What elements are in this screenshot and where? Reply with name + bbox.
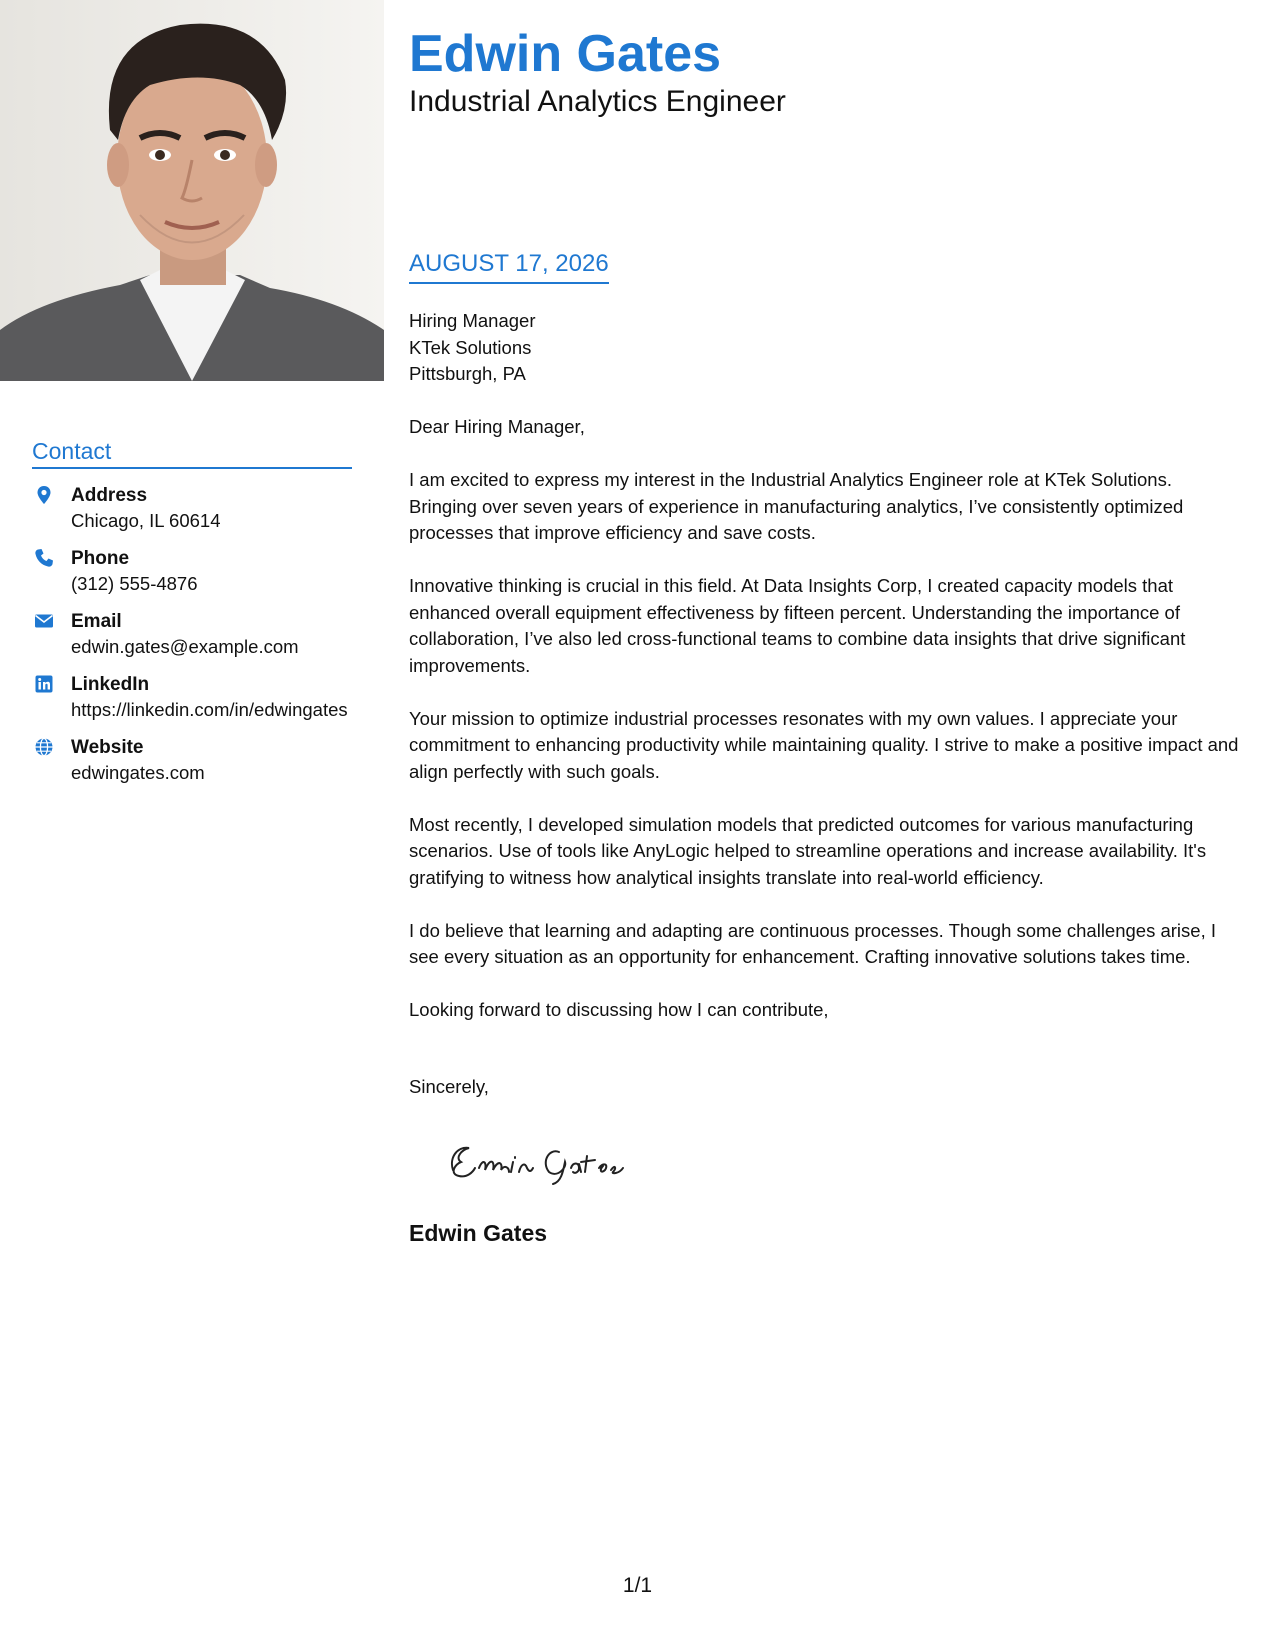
contact-section-title: Contact: [32, 436, 352, 469]
linkedin-icon: [34, 674, 54, 694]
contact-label: LinkedIn: [71, 674, 150, 695]
applicant-name: Edwin Gates: [409, 25, 722, 83]
contact-item-email: [32, 610, 352, 660]
letter-date: AUGUST 17, 2026: [409, 248, 609, 284]
contact-item-address: [32, 484, 352, 534]
map-pin-icon: [34, 485, 54, 505]
contact-label: Phone: [71, 548, 130, 569]
website-link[interactable]: edwingates.com: [71, 762, 205, 783]
body-paragraph: Your mission to optimize industrial processes resonates with my own values. I appreciate your commitment to enhancing productivity while maintaining quality. I strive to make a positive impact and align perfectly with such goals.: [409, 707, 1239, 782]
address-value: Chicago, IL 60614: [71, 510, 221, 531]
recipient-block: [409, 308, 535, 388]
body-paragraph: I am excited to express my interest in the Industrial Analytics Engineer role at KTek Solutions. Bringing over seven years of experience in manufacturing analytics, I’ve consistently optimized processes that improve efficiency and save costs.: [409, 469, 1184, 543]
handwritten-signature: [439, 1128, 679, 1188]
contact-list: [32, 484, 352, 799]
signed-name: Edwin Gates: [409, 1220, 548, 1246]
linkedin-link[interactable]: https://linkedin.com/in/edwingates: [71, 699, 348, 720]
body-paragraph: Most recently, I developed simulation models that predicted outcomes for various manufacturing scenarios. Use of tools like AnyLogic helped to streamline operations and increase availability. It's gratifying to witness how analytical insights translate into real-world efficiency.: [409, 813, 1207, 888]
contact-label: Website: [71, 737, 144, 758]
envelope-icon: [34, 611, 54, 631]
page-number: 1/1: [622, 1574, 653, 1597]
closing: Sincerely,: [409, 1076, 489, 1097]
body-paragraph: Innovative thinking is crucial in this field. At Data Insights Corp, I created capacity models that enhanced overall equipment effectiveness by fifteen percent. Understanding the importance of collaboration, I’ve also led cross-functional teams to combine data insights that drive significant improvements.: [409, 575, 1186, 676]
body-paragraph: I do believe that learning and adapting are continuous processes. Though some challenges arise, I see every situation as an opportunity for enhancement. Crafting innovative solutions takes time.: [409, 919, 1216, 967]
phone-icon: [34, 548, 54, 568]
job-title: Industrial Analytics Engineer: [409, 85, 786, 118]
phone-value: (312) 555-4876: [71, 573, 198, 594]
letter-body: [409, 414, 1239, 1050]
contact-label: Address: [71, 485, 148, 506]
recipient-line: Pittsburgh, PA: [409, 363, 526, 384]
profile-photo: [0, 0, 384, 381]
recipient-line: KTek Solutions: [409, 336, 532, 358]
globe-icon: [34, 737, 54, 757]
email-link[interactable]: edwin.gates@example.com: [71, 636, 299, 657]
contact-label: Email: [71, 611, 122, 632]
salutation: Dear Hiring Manager,: [409, 416, 585, 437]
contact-item-website: [32, 736, 352, 786]
body-paragraph: Looking forward to discussing how I can contribute,: [409, 999, 829, 1020]
sidebar: [0, 0, 384, 1650]
contact-item-linkedin: [32, 673, 352, 723]
recipient-line: Hiring Manager: [409, 310, 536, 331]
contact-item-phone: [32, 547, 352, 597]
